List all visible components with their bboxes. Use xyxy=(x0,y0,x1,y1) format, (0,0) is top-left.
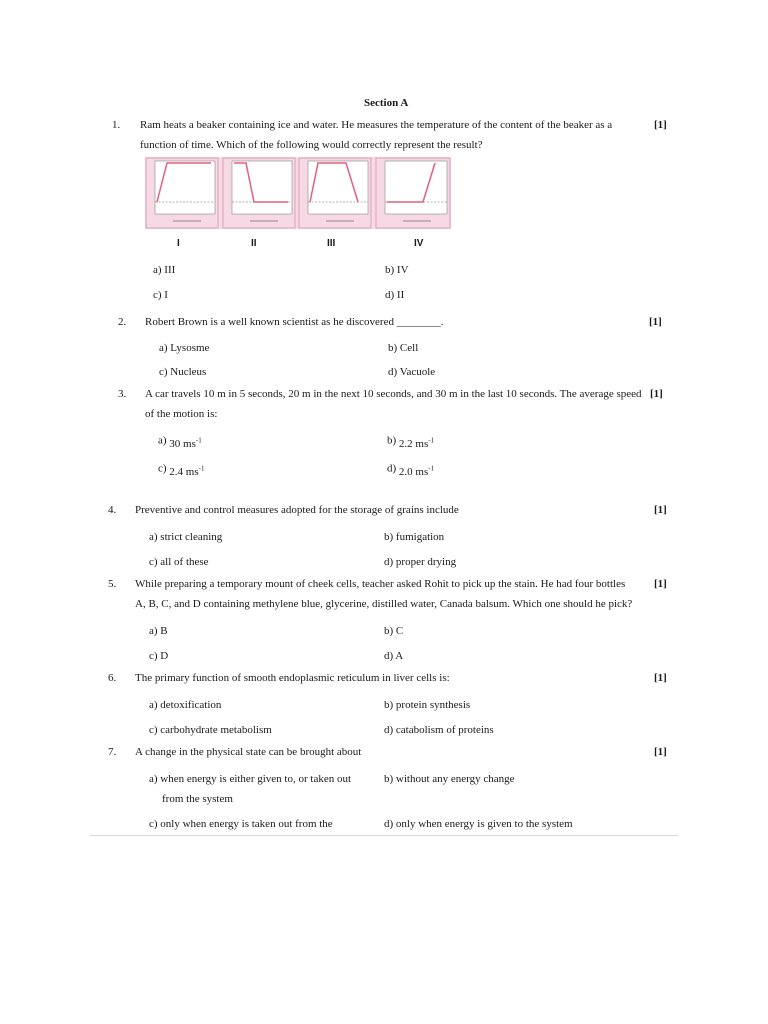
graph-III xyxy=(299,158,371,228)
question-3-number: 3. xyxy=(118,388,127,400)
graphs-figure xyxy=(145,157,451,229)
section-title: Section A xyxy=(364,97,409,109)
q1-option-b[interactable]: b) IV xyxy=(385,264,409,276)
graph-IV xyxy=(376,158,450,228)
q1-option-a[interactable]: a) III xyxy=(153,264,176,276)
graph-II xyxy=(223,158,295,228)
question-1-text-line1: Ram heats a beaker containing ice and water. He measures the temperature of the content of the beaker as a xyxy=(140,119,613,131)
question-1-number: 1. xyxy=(112,119,121,131)
q4-option-a[interactable]: a) strict cleaning xyxy=(149,531,223,543)
question-1-marks: [1] xyxy=(654,119,667,131)
graph-label-I: I xyxy=(177,238,180,249)
question-2-text: Robert Brown is a well known scientist as he discovered ________. xyxy=(145,316,444,328)
q3-option-d-value: 2.0 $ms^{-1}$ xyxy=(398,464,435,478)
question-3-marks: [1] xyxy=(650,388,663,400)
q3-option-b-label: b) xyxy=(387,434,397,447)
question-7-text: A change in the physical state can be brought about xyxy=(135,746,362,758)
q3-option-a[interactable] xyxy=(158,433,202,450)
question-6-marks: [1] xyxy=(654,672,667,684)
q6-option-d[interactable]: d) catabolism of proteins xyxy=(384,724,494,736)
q5-option-d[interactable]: d) A xyxy=(384,650,404,662)
q7-option-a-line1[interactable]: a) when energy is either given to, or taken out xyxy=(149,773,352,785)
q3-option-a-label: a) xyxy=(158,434,167,447)
q7-option-b[interactable]: b) without any energy change xyxy=(384,773,515,785)
question-6-number: 6. xyxy=(108,672,117,684)
question-4-marks: [1] xyxy=(654,504,667,516)
graph-I xyxy=(146,158,218,228)
q5-option-b[interactable]: b) C xyxy=(384,625,404,637)
q5-option-a[interactable]: a) B xyxy=(149,625,168,637)
q4-option-d[interactable]: d) proper drying xyxy=(384,556,457,568)
question-2-marks: [1] xyxy=(649,316,662,328)
page-divider xyxy=(90,835,678,836)
q3-option-a-value: 30 $ms^{-1}$ xyxy=(169,436,202,450)
q7-option-c[interactable]: c) only when energy is taken out from the xyxy=(149,818,333,830)
graph-label-II: II xyxy=(251,238,257,249)
question-5-text-line1: While preparing a temporary mount of cheek cells, teacher asked Rohit to pick up the stain. He had four bottles xyxy=(135,578,626,590)
q1-option-c[interactable]: c) I xyxy=(153,289,168,301)
q2-option-c[interactable]: c) Nucleus xyxy=(159,366,207,378)
question-4-number: 4. xyxy=(108,504,117,516)
q3-option-d-label: d) xyxy=(387,462,397,475)
question-4-text: Preventive and control measures adopted for the storage of grains include xyxy=(135,504,459,516)
q4-option-b[interactable]: b) fumigation xyxy=(384,531,445,543)
q2-option-a[interactable]: a) Lysosme xyxy=(159,342,210,354)
q3-option-d[interactable] xyxy=(387,461,435,478)
q6-option-c[interactable]: c) carbohydrate metabolism xyxy=(149,724,272,736)
q3-option-b-value: 2.2 $ms^{-1}$ xyxy=(398,436,435,450)
q3-option-b[interactable] xyxy=(387,433,435,450)
q1-option-d[interactable]: d) II xyxy=(385,289,405,301)
question-5-number: 5. xyxy=(108,578,117,590)
question-7-marks: [1] xyxy=(654,746,667,758)
question-3-text-line1: A car travels 10 m in 5 seconds, 20 m in the next 10 seconds, and 30 m in the last 10 seconds. The average speed xyxy=(145,388,642,400)
question-7-number: 7. xyxy=(108,746,117,758)
graph-label-III: III xyxy=(327,238,336,249)
question-3-text-line2: of the motion is: xyxy=(145,408,218,420)
question-6-text: The primary function of smooth endoplasmic reticulum in liver cells is: xyxy=(135,672,450,684)
q2-option-b[interactable]: b) Cell xyxy=(388,342,419,354)
question-1-graphs xyxy=(145,157,451,229)
q3-option-c-label: c) xyxy=(158,462,167,475)
q7-option-d[interactable]: d) only when energy is given to the system xyxy=(384,818,573,830)
question-5-text-line2: A, B, C, and D containing methylene blue, glycerine, distilled water, Canada balsum. Which one should he pick? xyxy=(135,598,633,610)
q6-option-b[interactable]: b) protein synthesis xyxy=(384,699,471,711)
q6-option-a[interactable]: a) detoxification xyxy=(149,699,222,711)
question-2-number: 2. xyxy=(118,316,127,328)
q3-option-c[interactable] xyxy=(158,461,205,478)
q7-option-a-line2[interactable]: from the system xyxy=(162,793,233,805)
question-5-marks: [1] xyxy=(654,578,667,590)
question-1-text-line2: function of time. Which of the following would correctly represent the result? xyxy=(140,139,483,151)
q2-option-d[interactable]: d) Vacuole xyxy=(388,366,436,378)
q3-option-c-value: 2.4 $ms^{-1}$ xyxy=(169,464,205,478)
graph-label-IV: IV xyxy=(414,238,424,249)
q4-option-c[interactable]: c) all of these xyxy=(149,556,209,568)
q5-option-c[interactable]: c) D xyxy=(149,650,169,662)
